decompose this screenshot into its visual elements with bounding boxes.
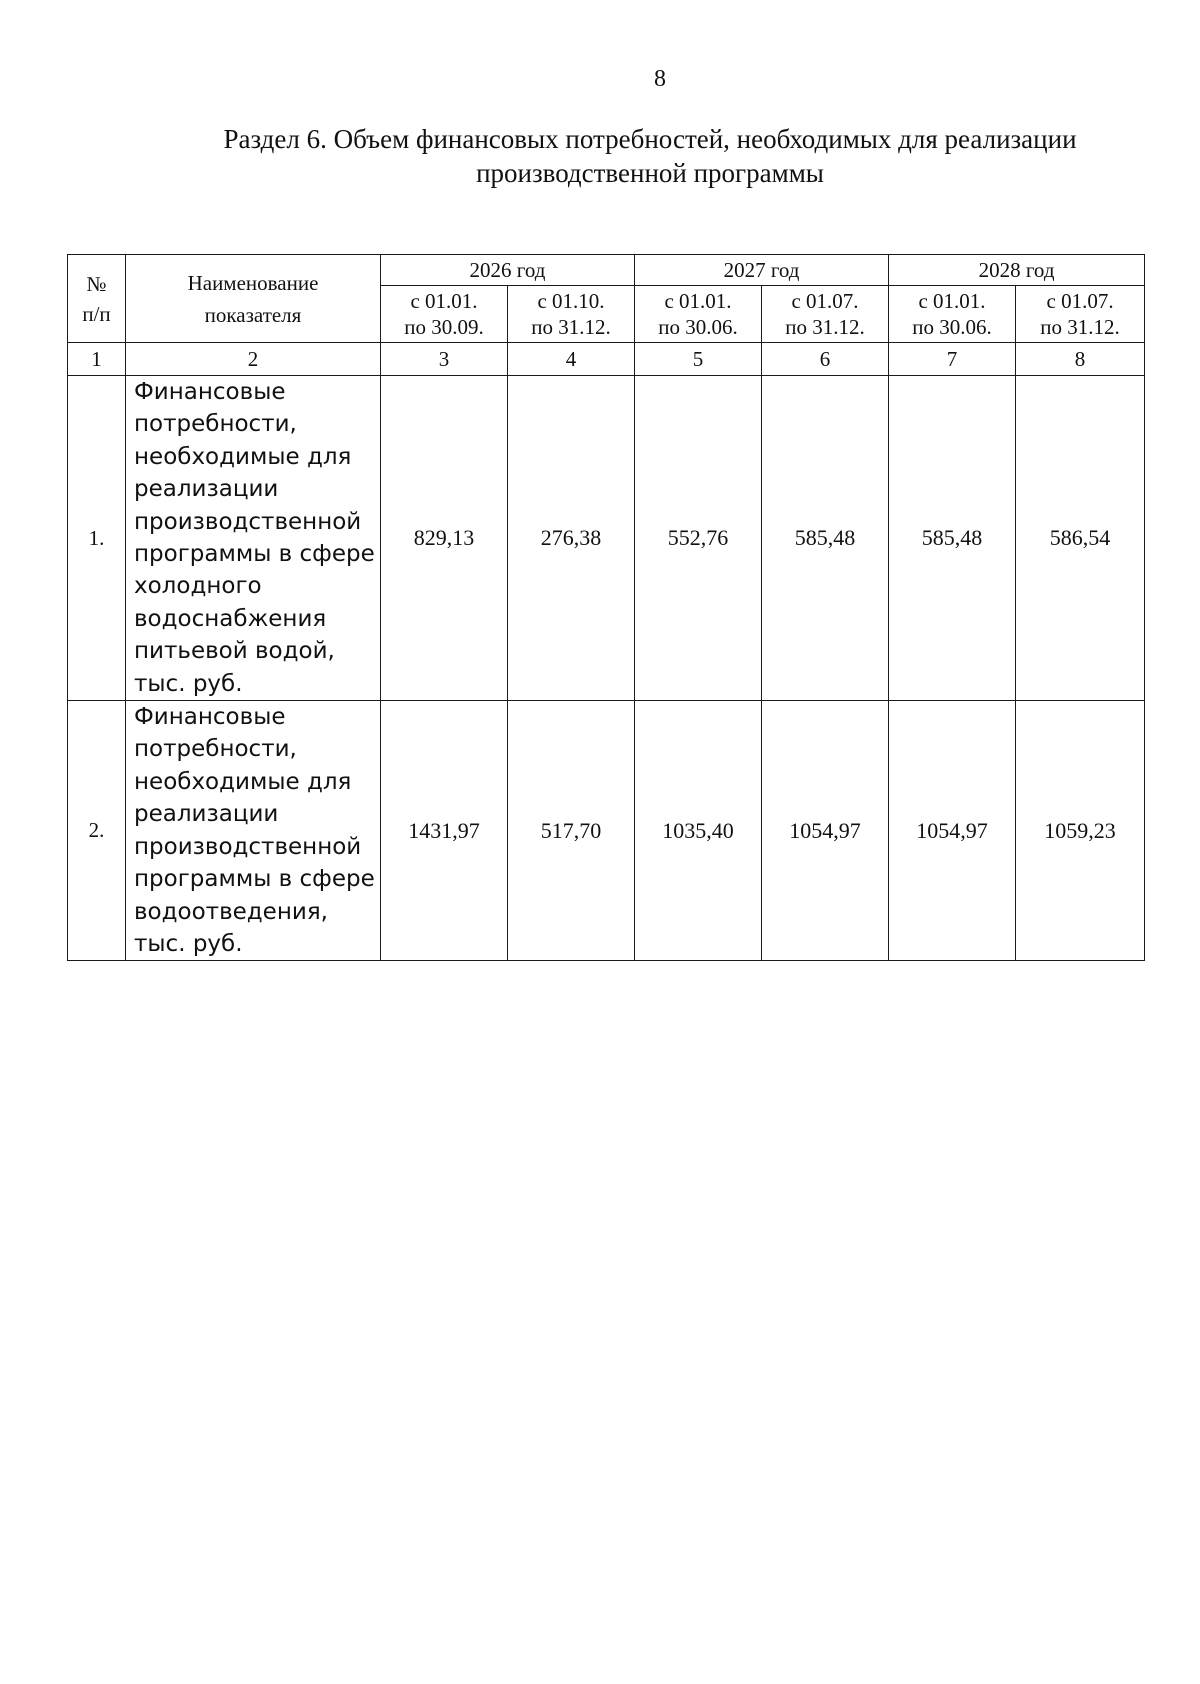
table-row: [68, 376, 1145, 701]
row-indicator-name: [126, 701, 381, 961]
section-title-line-2: производственной программы: [476, 158, 824, 188]
indicator-name-line: холодного: [134, 573, 262, 600]
header-period-6: [1016, 286, 1145, 343]
indicator-name-line: питьевой водой,: [134, 638, 335, 665]
value-cell: 1054,97: [762, 701, 889, 961]
header-period-4: [762, 286, 889, 343]
page-number: 8: [654, 66, 666, 92]
column-number: 8: [1016, 343, 1145, 376]
indicator-name-line: потребности,: [134, 736, 297, 763]
column-number: 2: [126, 343, 381, 376]
header-name-line-2: показателя: [204, 302, 302, 327]
indicator-name-line: программы в сфере: [134, 541, 375, 568]
value-cell: 517,70: [508, 701, 635, 961]
period-from: с 01.10.: [537, 289, 605, 313]
column-number: 1: [68, 343, 126, 376]
header-num-abbrev: п/п: [82, 301, 111, 326]
column-number: 6: [762, 343, 889, 376]
header-row-years: [68, 255, 1145, 286]
header-period-5: [889, 286, 1016, 343]
column-number: 5: [635, 343, 762, 376]
header-year-2027: 2027 год: [635, 255, 889, 286]
table-row: [68, 701, 1145, 961]
header-name-line-1: Наименование: [187, 270, 319, 295]
row-number: 2.: [68, 701, 126, 961]
period-to: по 30.06.: [658, 315, 738, 339]
indicator-name-line: необходимые для: [134, 443, 352, 470]
value-cell: 829,13: [381, 376, 508, 701]
period-to: по 31.12.: [531, 315, 611, 339]
indicator-name-line: реализации: [134, 801, 279, 828]
value-cell: 1431,97: [381, 701, 508, 961]
period-from: с 01.07.: [1046, 289, 1114, 313]
period-to: по 30.06.: [912, 315, 992, 339]
indicator-name-line: программы в сфере: [134, 866, 375, 893]
row-indicator-name: [126, 376, 381, 701]
header-year-2028: 2028 год: [889, 255, 1145, 286]
indicator-name-line: водоотведения,: [134, 898, 328, 925]
period-to: по 31.12.: [1040, 315, 1120, 339]
period-to: по 30.09.: [404, 315, 484, 339]
indicator-name-line: тыс. руб.: [134, 670, 243, 697]
section-title-line-1: Раздел 6. Объем финансовых потребностей, необходимых для реализации: [223, 124, 1077, 154]
header-period-1: [381, 286, 508, 343]
indicator-name-line: необходимые для: [134, 768, 352, 795]
header-period-2: [508, 286, 635, 343]
column-number: 3: [381, 343, 508, 376]
header-num-cell: [68, 255, 126, 343]
period-from: с 01.01.: [664, 289, 732, 313]
value-cell: 1059,23: [1016, 701, 1145, 961]
value-cell: 585,48: [889, 376, 1016, 701]
header-year-2026: 2026 год: [381, 255, 635, 286]
value-cell: 585,48: [762, 376, 889, 701]
indicator-name-line: водоснабжения: [134, 605, 327, 632]
indicator-name-line: потребности,: [134, 411, 297, 438]
indicator-name-line: Финансовые: [134, 704, 286, 731]
indicator-name-line: Финансовые: [134, 379, 286, 405]
header-name-cell: [126, 255, 381, 343]
value-cell: 1054,97: [889, 701, 1016, 961]
value-cell: 1035,40: [635, 701, 762, 961]
period-to: по 31.12.: [785, 315, 865, 339]
header-num-symbol: №: [86, 271, 107, 296]
header-period-3: [635, 286, 762, 343]
period-from: с 01.01.: [410, 289, 478, 313]
column-number: 7: [889, 343, 1016, 376]
section-title: [150, 122, 1150, 190]
value-cell: 586,54: [1016, 376, 1145, 701]
column-number: 4: [508, 343, 635, 376]
period-from: с 01.07.: [791, 289, 859, 313]
indicator-name-line: реализации: [134, 476, 279, 503]
indicator-name-line: производственной: [134, 508, 362, 535]
indicator-name-line: производственной: [134, 833, 362, 860]
row-number: 1.: [68, 376, 126, 701]
value-cell: 276,38: [508, 376, 635, 701]
header-row-column-numbers: [68, 343, 1145, 376]
financial-needs-table: [67, 254, 1145, 961]
period-from: с 01.01.: [918, 289, 986, 313]
value-cell: 552,76: [635, 376, 762, 701]
indicator-name-line: тыс. руб.: [134, 930, 243, 957]
